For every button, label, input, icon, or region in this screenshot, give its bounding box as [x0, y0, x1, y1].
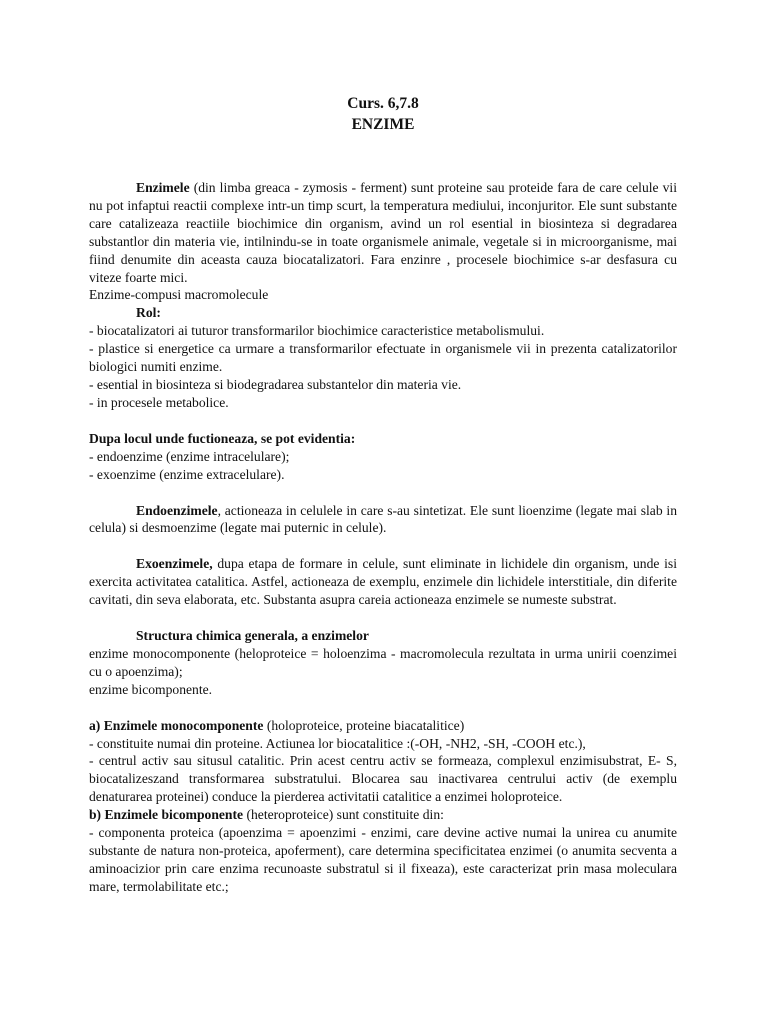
bi-heading-rest: (heteroproteice) sunt constituite din:	[243, 807, 444, 823]
exo-term: Exoenzimele,	[136, 556, 213, 572]
rol-item: - plastice si energetice ca urmare a transformarilor efectuate in organismele vii in prezenta catalizatorilor biologici numiti enzime.	[89, 341, 677, 375]
loc-item: - endoenzime (enzime intracelulare);	[89, 448, 290, 464]
exo-paragraph	[89, 555, 677, 609]
bi-heading	[89, 806, 677, 824]
compusi-line: Enzime-compusi macromolecule	[89, 287, 269, 303]
structura-heading: Structura chimica generala, a enzimelor	[136, 628, 369, 644]
rol-item: - in procesele metabolice.	[89, 394, 229, 410]
bi-heading-bold: b) Enzimele bicomponente	[89, 807, 244, 823]
endo-term: Endoenzimele	[136, 502, 218, 518]
rol-item: - esential in biosinteza si biodegradarea substantelor din materia vie.	[89, 376, 462, 392]
document-heading: ENZIME	[351, 116, 415, 133]
bi-item: - componenta proteica (apoenzima = apoenzimi - enzimi, care devine active numai la unirea cu anumite substante de natura non-proteica, apoferment), care determina specificitatea enzimei (o anumita secventa a aminoacizior prin care enzima recunoaste substratul si il fixeaza), este caracterizat prin masa moleculara mare, termolabilitate etc.;	[89, 825, 677, 894]
loc-heading: Dupa locul unde fuctioneaza, se pot evidentia:	[89, 430, 356, 446]
endo-text: , actioneaza in celulele in care s-au sintetizat. Ele sunt lioenzime (legate mai slab in celula) si desmoenzime (legate mai puternic in celule).	[89, 502, 677, 536]
rol-heading: Rol:	[136, 305, 161, 321]
structura-line: enzime bicomponente.	[89, 681, 213, 697]
loc-item: - exoenzime (enzime extracelulare).	[89, 466, 285, 482]
mono-heading	[89, 717, 677, 735]
mono-heading-bold: a) Enzimele monocomponente	[89, 717, 264, 733]
mono-item: - constituite numai din proteine. Actiunea lor biocatalitice :(-OH, -NH2, -SH, -COOH etc.),	[89, 735, 586, 751]
mono-heading-rest: (holoproteice, proteine biacatalitice)	[263, 717, 465, 733]
course-title: Curs. 6,7.8	[347, 95, 419, 112]
rol-item: - biocatalizatori ai tuturor transformarilor biochimice caracteristice metabolismului.	[89, 323, 545, 339]
exo-text: dupa etapa de formare in celule, sunt eliminate in lichidele din organism, unde isi exercita activitatea catalitica. Astfel, actioneaza de exemplu, enzimele din lichidele interstitiale, din diferite cavitati, din seva elaborata, etc. Substanta asupra careia actioneaza enzimele se numeste substrat.	[89, 556, 677, 608]
intro-text: (din limba greaca - zymosis - ferment) sunt proteine sau proteide fara de care celule vii nu pot infaptui reactii complexe intr-un timp scurt, la temperatura mediului, inconjuritor. Ele sunt substante care catalizeaza reactiile biochimice din organism, avind un rol esential in biosinteza si degradarea substantlor din materia vie, intilnindu-se in toate organismele animale, vegetale si in microorganisme, mai fiind denumite din aceasta cauza biocatalizatori. Fara enzinre , procesele biochimice s-ar desfasura cu viteze foarte mici.	[89, 180, 677, 285]
intro-paragraph	[89, 179, 677, 286]
mono-item: - centrul activ sau situsul catalitic. Prin acest centru activ se formeaza, complexul enzimisubstrat, E- S, biocatalizeszand transformarea substratului. Blocarea sau inactivarea centrului activ (de exemplu denaturarea proteinei) conduce la pierderea activitatii catalitice a enzimei holoproteice.	[89, 753, 677, 805]
intro-term: Enzimele	[136, 180, 190, 195]
endo-paragraph	[89, 502, 677, 538]
structura-line: enzime monocomponente (heloproteice = holoenzima - macromolecula rezultata in urma unirii coenzimei cu o apoenzima);	[89, 645, 677, 679]
